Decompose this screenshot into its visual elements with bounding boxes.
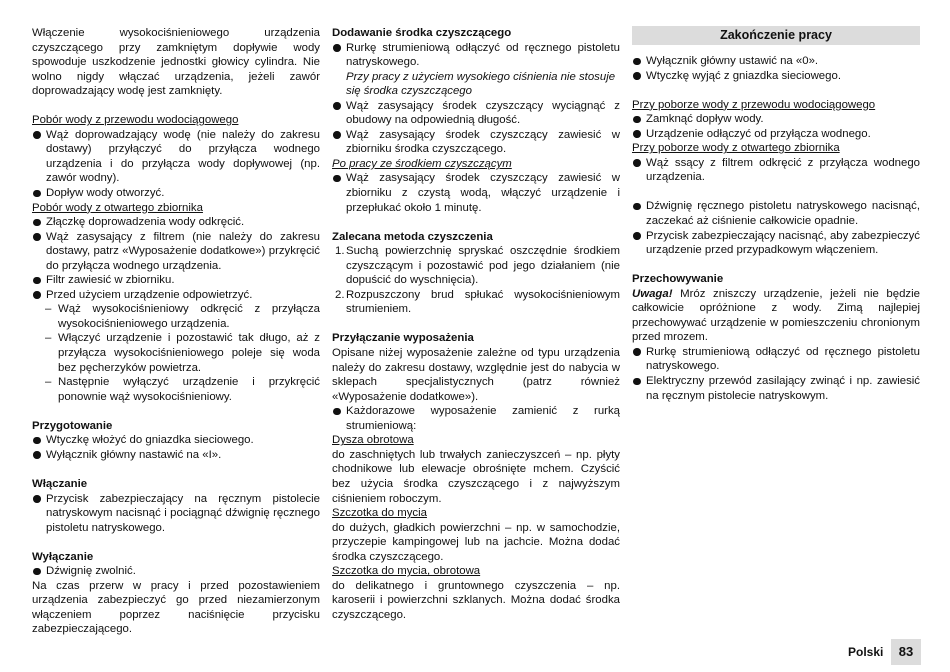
list-item: Wtyczkę włożyć do gniazdka sieciowego. <box>32 433 320 448</box>
list-item: Filtr zawiesić w zbiorniku. <box>32 273 320 288</box>
step-text: Suchą powierzchnię spryskać oszczędnie środkiem czyszczącym i pozostawić pod jego działaniem (nie dopuścić do wyschnięcia). <box>346 245 620 287</box>
switching-on-heading: Włączanie <box>32 477 88 490</box>
mains-water-end-heading: Przy poborze wody z przewodu wodociągowego <box>632 98 876 111</box>
list-item: Dopływ wody otworzyć. <box>32 186 320 201</box>
high-pressure-note: Przy pracy z użyciem wysokiego ciśnienia nie stosuje się środka czyszczącego <box>346 70 616 98</box>
footer-language: Polski <box>848 645 884 659</box>
list-item: Rurkę strumieniową odłączyć od ręcznego pistoletu natryskowego. <box>332 41 620 70</box>
frost-warning-paragraph <box>632 287 920 345</box>
list-item: Każdorazowe wyposażenie zamienić z rurką strumieniową: <box>332 404 620 433</box>
rotary-nozzle-heading: Dysza obrotowa <box>332 434 414 447</box>
intro-paragraph: Włączenie wysokociśnieniowego urządzenia czyszczącego przy zamkniętym dopływie wody spowoduje uszkodzenie jednostki głowicy cylindra. Nie wolno nigdy włączać urządzenia, jeżeli zawór doprowadzający wodę jest zamknięty. <box>32 27 320 98</box>
adding-detergent-heading: Dodawanie środka czyszczącego <box>332 27 512 39</box>
list-item: Przed użyciem urządzenie odpowietrzyć. <box>32 288 320 303</box>
after-detergent-heading: Po pracy ze środkiem czyszczącym <box>332 157 512 170</box>
numbered-item <box>332 288 620 317</box>
switching-off-heading: Wyłączanie <box>32 550 94 563</box>
accessories-heading: Przyłączanie wyposażenia <box>332 332 474 345</box>
list-item: Wąż doprowadzający wodę (nie należy do zakresu dostawy) przyłączyć do przyłącza wodnego urządzenia i do przyłącza wody dopływowej (np. zawór wodny). <box>32 128 320 186</box>
list-item: Wąż ssący z filtrem odkręcić z przyłącza wodnego urządzenia. <box>632 156 920 185</box>
list-item: Wąż zasysający z filtrem (nie należy do zakresu dostawy, patrz «Wyposażenie dodatkowe») przykręcić do przyłącza wodnego urządzenia. <box>32 230 320 274</box>
column-1 <box>32 26 320 637</box>
list-item: Wyłącznik główny nastawić na «I». <box>32 448 320 463</box>
warning-label: Uwaga! <box>632 287 673 300</box>
wash-brush-heading: Szczotka do mycia <box>332 507 427 520</box>
list-item: Wąż zasysający środek czyszczący zawiesić w zbiorniku środka czyszczącego. <box>332 128 620 157</box>
storage-heading: Przechowywanie <box>632 273 724 286</box>
list-item: Elektryczny przewód zasilający zwinąć i np. zawiesić na ręcznym pistolecie natryskowym. <box>632 374 920 403</box>
step-number: 2. <box>335 288 345 301</box>
dash-item: – Włączyć urządzenie i pozostawić tak długo, aż z przyłącza wysokociśnieniowego poleje się woda bez pęcherzyków powietrza. <box>32 331 320 375</box>
preparation-heading: Przygotowanie <box>32 419 113 432</box>
rotary-brush-heading: Szczotka do mycia, obrotowa <box>332 565 481 578</box>
step-number: 1. <box>335 245 345 258</box>
step-text: Rozpuszczony brud spłukać wysokociśnieniowym strumieniem. <box>346 288 620 316</box>
end-of-work-heading: Zakończenie pracy <box>632 26 920 45</box>
column-3 <box>632 26 920 403</box>
tank-water-end-heading: Przy poborze wody z otwartego zbiornika <box>632 142 840 155</box>
dash-item: – Następnie wyłączyć urządzenie i przykręcić ponownie wąż wysokociśnieniowy. <box>32 375 320 404</box>
list-item: Dźwignię zwolnić. <box>32 564 320 579</box>
list-item: Urządzenie odłączyć od przyłącza wodnego. <box>632 127 920 142</box>
switching-off-paragraph: Na czas przerw w pracy i przed pozostawieniem urządzenia zabezpieczyć go przed niezamierzonym włączeniem poprzez naciśnięcie przycisku zabezpieczającego. <box>32 579 320 636</box>
list-item: Zamknąć dopływ wody. <box>632 112 920 127</box>
list-item: Rurkę strumieniową odłączyć od ręcznego pistoletu natryskowego. <box>632 345 920 374</box>
rotary-nozzle-paragraph: do zaschniętych lub trwałych zanieczyszceń – np. płyty chodnikowe lub elewacje obrośnięte mchem. Czyścić bez użycia środka czyszczącego i z najwyższym ciśnieniem roboczym. <box>332 448 620 505</box>
cleaning-method-heading: Zalecana metoda czyszczenia <box>332 230 493 243</box>
mains-water-heading: Pobór wody z przewodu wodociągowego <box>32 114 239 127</box>
dash-item: – Wąż wysokociśnieniowy odkręcić z przyłącza wysokociśnieniowego urządzenia. <box>32 302 320 331</box>
list-item: Wąż zasysający środek czyszczący wyciągnąć z obudowy na odpowiednią długość. <box>332 99 620 128</box>
list-item: Wąż zasysający środek czyszczący zawiesić w zbiorniku z czystą wodą, włączyć urządzenie i przepłukać około 1 minutę. <box>332 171 620 215</box>
list-item: Przycisk zabezpieczający nacisnąć, aby zabezpieczyć urządzenie przed przypadkowym włączeniem. <box>632 229 920 258</box>
column-2 <box>332 26 620 622</box>
list-item: Dźwignię ręcznego pistoletu natryskowego nacisnąć, zaczekać aż ciśnienie całkowicie opadnie. <box>632 199 920 228</box>
page-number: 83 <box>891 639 921 665</box>
warning-text: Mróz zniszczy urządzenie, jeżeli nie będzie całkowicie opróżnione z wody. Zimą najlepiej przechowywać urządzenie w pomieszczeniu chronionym przed mrozem. <box>632 287 920 344</box>
wash-brush-paragraph: do dużych, gładkich powierzchni – np. w samochodzie, przyczepie kampingowej lub na jachcie. Można dodać środka czyszczącego. <box>332 521 620 563</box>
list-item: Złączkę doprowadzenia wody odkręcić. <box>32 215 320 230</box>
tank-water-heading: Pobór wody z otwartego zbiornika <box>32 201 203 214</box>
numbered-item <box>332 244 620 288</box>
rotary-brush-paragraph: do delikatnego i gruntownego czyszczenia – np. karoserii i powierzchni szklanych. Można dodać środka czyszczącego. <box>332 579 620 621</box>
list-item: Wyłącznik główny ustawić na «0». <box>632 54 920 69</box>
list-item: Przycisk zabezpieczający na ręcznym pistolecie natryskowym nacisnąć i pociągnąć dźwignię ręcznego pistoletu natryskowego. <box>32 492 320 536</box>
accessories-paragraph: Opisane niżej wyposażenie zależne od typu urządzenia należy do zakresu dostawy, względnie jest do nabycia w sklepach specjalistycznych (patrz również «Wyposażenie dodatkowe»). <box>332 347 620 403</box>
list-item: Wtyczkę wyjąć z gniazdka sieciowego. <box>632 69 920 84</box>
